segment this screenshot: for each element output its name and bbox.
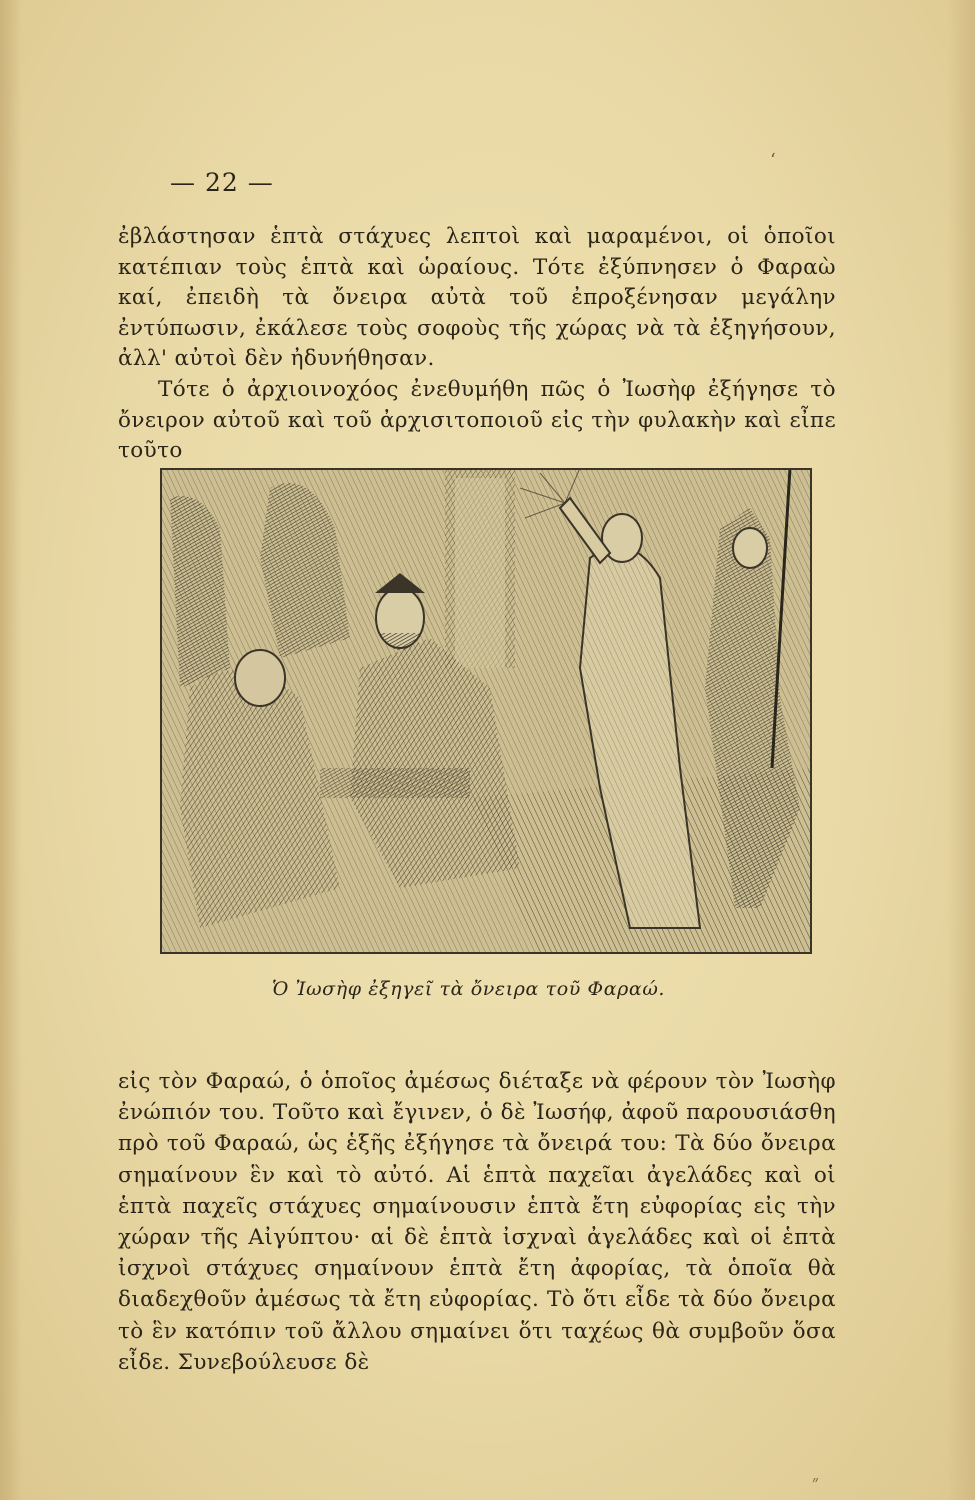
paragraph: εἰς τὸν Φαραώ, ὁ ὁποῖος ἀμέσως διέταξε νὰ φέρουν τὸν Ἰωσὴφ ἐνώπιόν του. Τοῦτο καὶ ἔγινεν, ὁ δὲ Ἰωσήφ, ἀφοῦ παρουσιάσθη πρὸ τοῦ Φαραώ, ὡς ἑξῆς ἐξήγησε τὰ ὄνειρά του: Τὰ δύο ὄνειρα σημαίνουν ἓν καὶ τὸ αὐτό. Αἱ ἑπτὰ παχεῖαι ἀγελάδες καὶ οἱ ἑπτὰ παχεῖς στάχυες σημαίνουσιν ἑπτὰ ἔτη εὐφορίας εἰς τὴν χώραν τῆς Αἰγύπτου· αἱ δὲ ἑπτὰ ἰσχναὶ ἀγελάδες καὶ οἱ ἑπτὰ ἰσχνοὶ στάχυες σημαίνουν ἑπτὰ ἔτη ἀφορίας, τὰ ὁποῖα θὰ διαδεχθοῦν ἀμέσως τὰ ἔτη εὐφορίας. Τὸ ὅτι εἶδε τὰ δύο ὄνειρα τὸ ἓν κατόπιν τοῦ ἄλλου σημαίνει ὅτι ταχέως θὰ συμβοῦν ὅσα εἶδε. Συνεβούλευσε δὲ — [118, 1069, 836, 1375]
illustration-caption: Ὁ Ἰωσὴφ ἐξηγεῖ τὰ ὄνειρα τοῦ Φαραώ. — [272, 978, 666, 1000]
paragraph: Τότε ὁ ἀρχιοινοχόος ἐνεθυμήθη πῶς ὁ Ἰωσὴφ ἐξήγησε τὸ ὄνειρον αὐτοῦ καὶ τοῦ ἀρχισιτοποιοῦ εἰς τὴν φυλακὴν καὶ εἶπε τοῦτο — [118, 376, 836, 464]
text-block-bottom — [118, 1066, 836, 1378]
stray-mark: ״ — [812, 1472, 819, 1493]
text-block-top — [118, 222, 836, 467]
stray-mark: ʻ — [770, 150, 776, 171]
page-edge-shadow-left — [0, 0, 22, 1500]
engraving-joseph-pharaoh — [160, 468, 812, 954]
page-number: — 22 — — [170, 168, 274, 197]
page-edge-shadow-right — [947, 0, 975, 1500]
paragraph: ἐβλάστησαν ἑπτὰ στάχυες λεπτοὶ καὶ μαραμένοι, οἱ ὁποῖοι κατέπιαν τοὺς ἑπτὰ καὶ ὡραίους. Τότε ἐξύπνησεν ὁ Φαραὼ καί, ἐπειδὴ τὰ ὄνειρα αὐτὰ τοῦ ἐπροξένησαν μεγάλην ἐντύπωσιν, ἐκάλεσε τοὺς σοφοὺς τῆς χώρας νὰ τὰ ἐξηγήσουν, ἀλλ' αὐτοὶ δὲν ἠδυνήθησαν. — [118, 224, 836, 372]
